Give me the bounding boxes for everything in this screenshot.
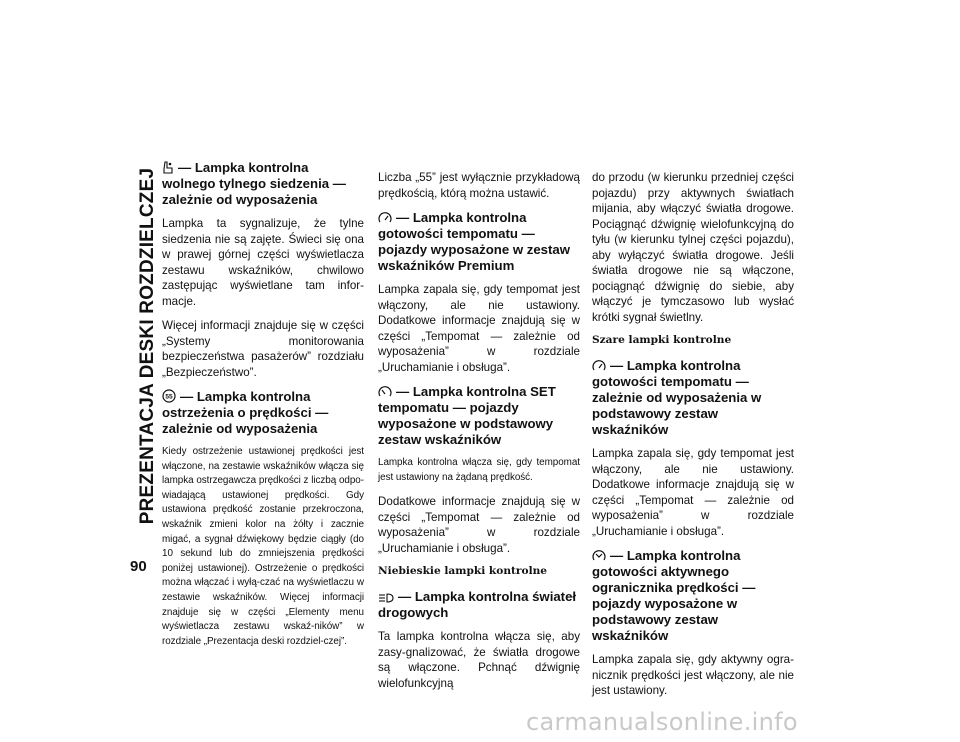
heading-cruise-ready-basic: — Lampka kontrolna gotowości tempomatu — zależnie od wyposażenia w podstawowy zestaw wskaźników (592, 358, 762, 437)
high-beam-icon (378, 593, 394, 603)
heading-high-beam: — Lampka kontrolna świateł drogowych (378, 589, 577, 621)
paragraph: Lampka kontrolna włącza się, gdy tempomat jest ustawiony na żądaną prędkość. (378, 457, 580, 483)
paragraph: Liczba „55” jest wyłącznie przykładową prędkością, którą można ustawić. (378, 171, 580, 200)
paragraph: do przodu (w kierunku przedniej części pojazdu) przy aktywnych światłach mijania, aby włączyć światła drogowe. Pociągnąć dźwignię wielofunkcyjną do tyłu (w kierunku tylnej części pojazdu), aby wyłączyć światła drogowe. Jeśli światła drogowe nie są włączone, pociągnąć dźwignię do siebie, aby włączyć je tymczasowo lub wysłać krótki sygnał świetlny. (592, 171, 794, 324)
group-heading-blue: Niebieskie lampki kontrolne (378, 565, 548, 578)
heading-cruise-ready-premium: — Lampka kontrolna gotowości tempomatu — pojazdy wyposażone w zestaw wskaźników Premium (378, 210, 570, 273)
paragraph: Lampka zapala się, gdy aktywny ogra-nicznik prędkości jest włączony, ale nie jest ustawiony. (592, 653, 794, 697)
column-2 (378, 170, 580, 700)
paragraph: Ta lampka kontrolna włącza się, aby zasy-gnalizować, że światła drogowe są włączone. Pchnąć dźwignię wielofunkcyjną (378, 630, 580, 690)
speed-warning-icon (162, 389, 176, 403)
heading-speed-limiter: — Lampka kontrolna gotowości aktywnego ogranicznika prędkości — pojazdy wyposażone w podstawowy zestaw wskaźników (592, 548, 756, 643)
cruise-control-icon (378, 212, 392, 224)
paragraph: Kiedy ostrzeżenie ustawionej prędkości jest włączone, na zestawie wskaźników włącza się lampka ostrzegawcza prędkości z liczbą odpo-wiadającą ustawionej prędkości. Gdy ustawiona prędkość zostanie przekroczona, wskaźnik zmieni kolor na żółty i zacznie migać, a sygnał dźwiękowy będzie ciągły (do 10 sekund lub do zmniejszenia prędkości poniżej ustawionej). Ostrzeżenie o prędkości można włączać i wyłą-czać na wyświetlaczu w zestawie wskaźników. Więcej informacji znajduje się w części „Elementy menu wyświetlacza zestawu wskaź-ników” w rozdziale „Prezentacja deski rozdziel-czej”. (162, 446, 364, 647)
speed-limiter-icon (592, 550, 606, 562)
cruise-control-icon (592, 360, 606, 372)
side-title-text: PREZENTACJA DESKI ROZDZIELCZEJ (137, 167, 159, 524)
heading-cruise-set: — Lampka kontrolna SET tempomatu — pojazdy wyposażone w podstawowy zestaw wskaźników (378, 384, 556, 447)
paragraph: Dodatkowe informacje znajdują się w części „Tempomat — zależnie od wyposażenia” w rozdziale „Uruchamianie i obsługa”. (378, 495, 580, 555)
paragraph: Lampka ta sygnalizuje, że tylne siedzenia nie są zajęte. Świeci się ona w prawej górnej części wyświetlacza zestawu wskaźników, chwilowo zastępując wyświetlane tam infor-macje. (162, 217, 364, 308)
page-number: 90 (130, 558, 147, 575)
column-3 (592, 170, 794, 708)
heading-rear-seat-warning: — Lampka kontrolna wolnego tylnego siedzenia — zależnie od wyposażenia (162, 160, 346, 207)
watermark: carmanualsonline.info (526, 708, 798, 736)
paragraph: Więcej informacji znajduje się w części „Systemy monitorowania bezpieczeństwa pasażerów” rozdziału „Bezpieczeństwo”. (162, 319, 364, 379)
rear-seat-icon (162, 161, 174, 174)
column-1 (162, 160, 364, 658)
paragraph: Lampka zapala się, gdy tempomat jest włączony, ale nie ustawiony. Dodatkowe informacje znajdują się w części „Tempomat — zależnie od wyposażenia” w rozdziale „Uruchamianie i obsługa”. (378, 283, 580, 374)
group-heading-grey: Szare lampki kontrolne (592, 334, 732, 346)
svg-text:55: 55 (165, 393, 173, 401)
cruise-set-icon (378, 386, 392, 398)
heading-speed-warning: 55 — Lampka kontrolna ostrzeżenia o prędkości — zależnie od wyposażenia (162, 389, 329, 436)
paragraph: Lampka zapala się, gdy tempomat jest włączony, ale nie ustawiony. Dodatkowe informacje znajdują się w części „Tempomat — zależnie od wyposażenia” w rozdziale „Uruchamianie i obsługa”. (592, 447, 794, 538)
